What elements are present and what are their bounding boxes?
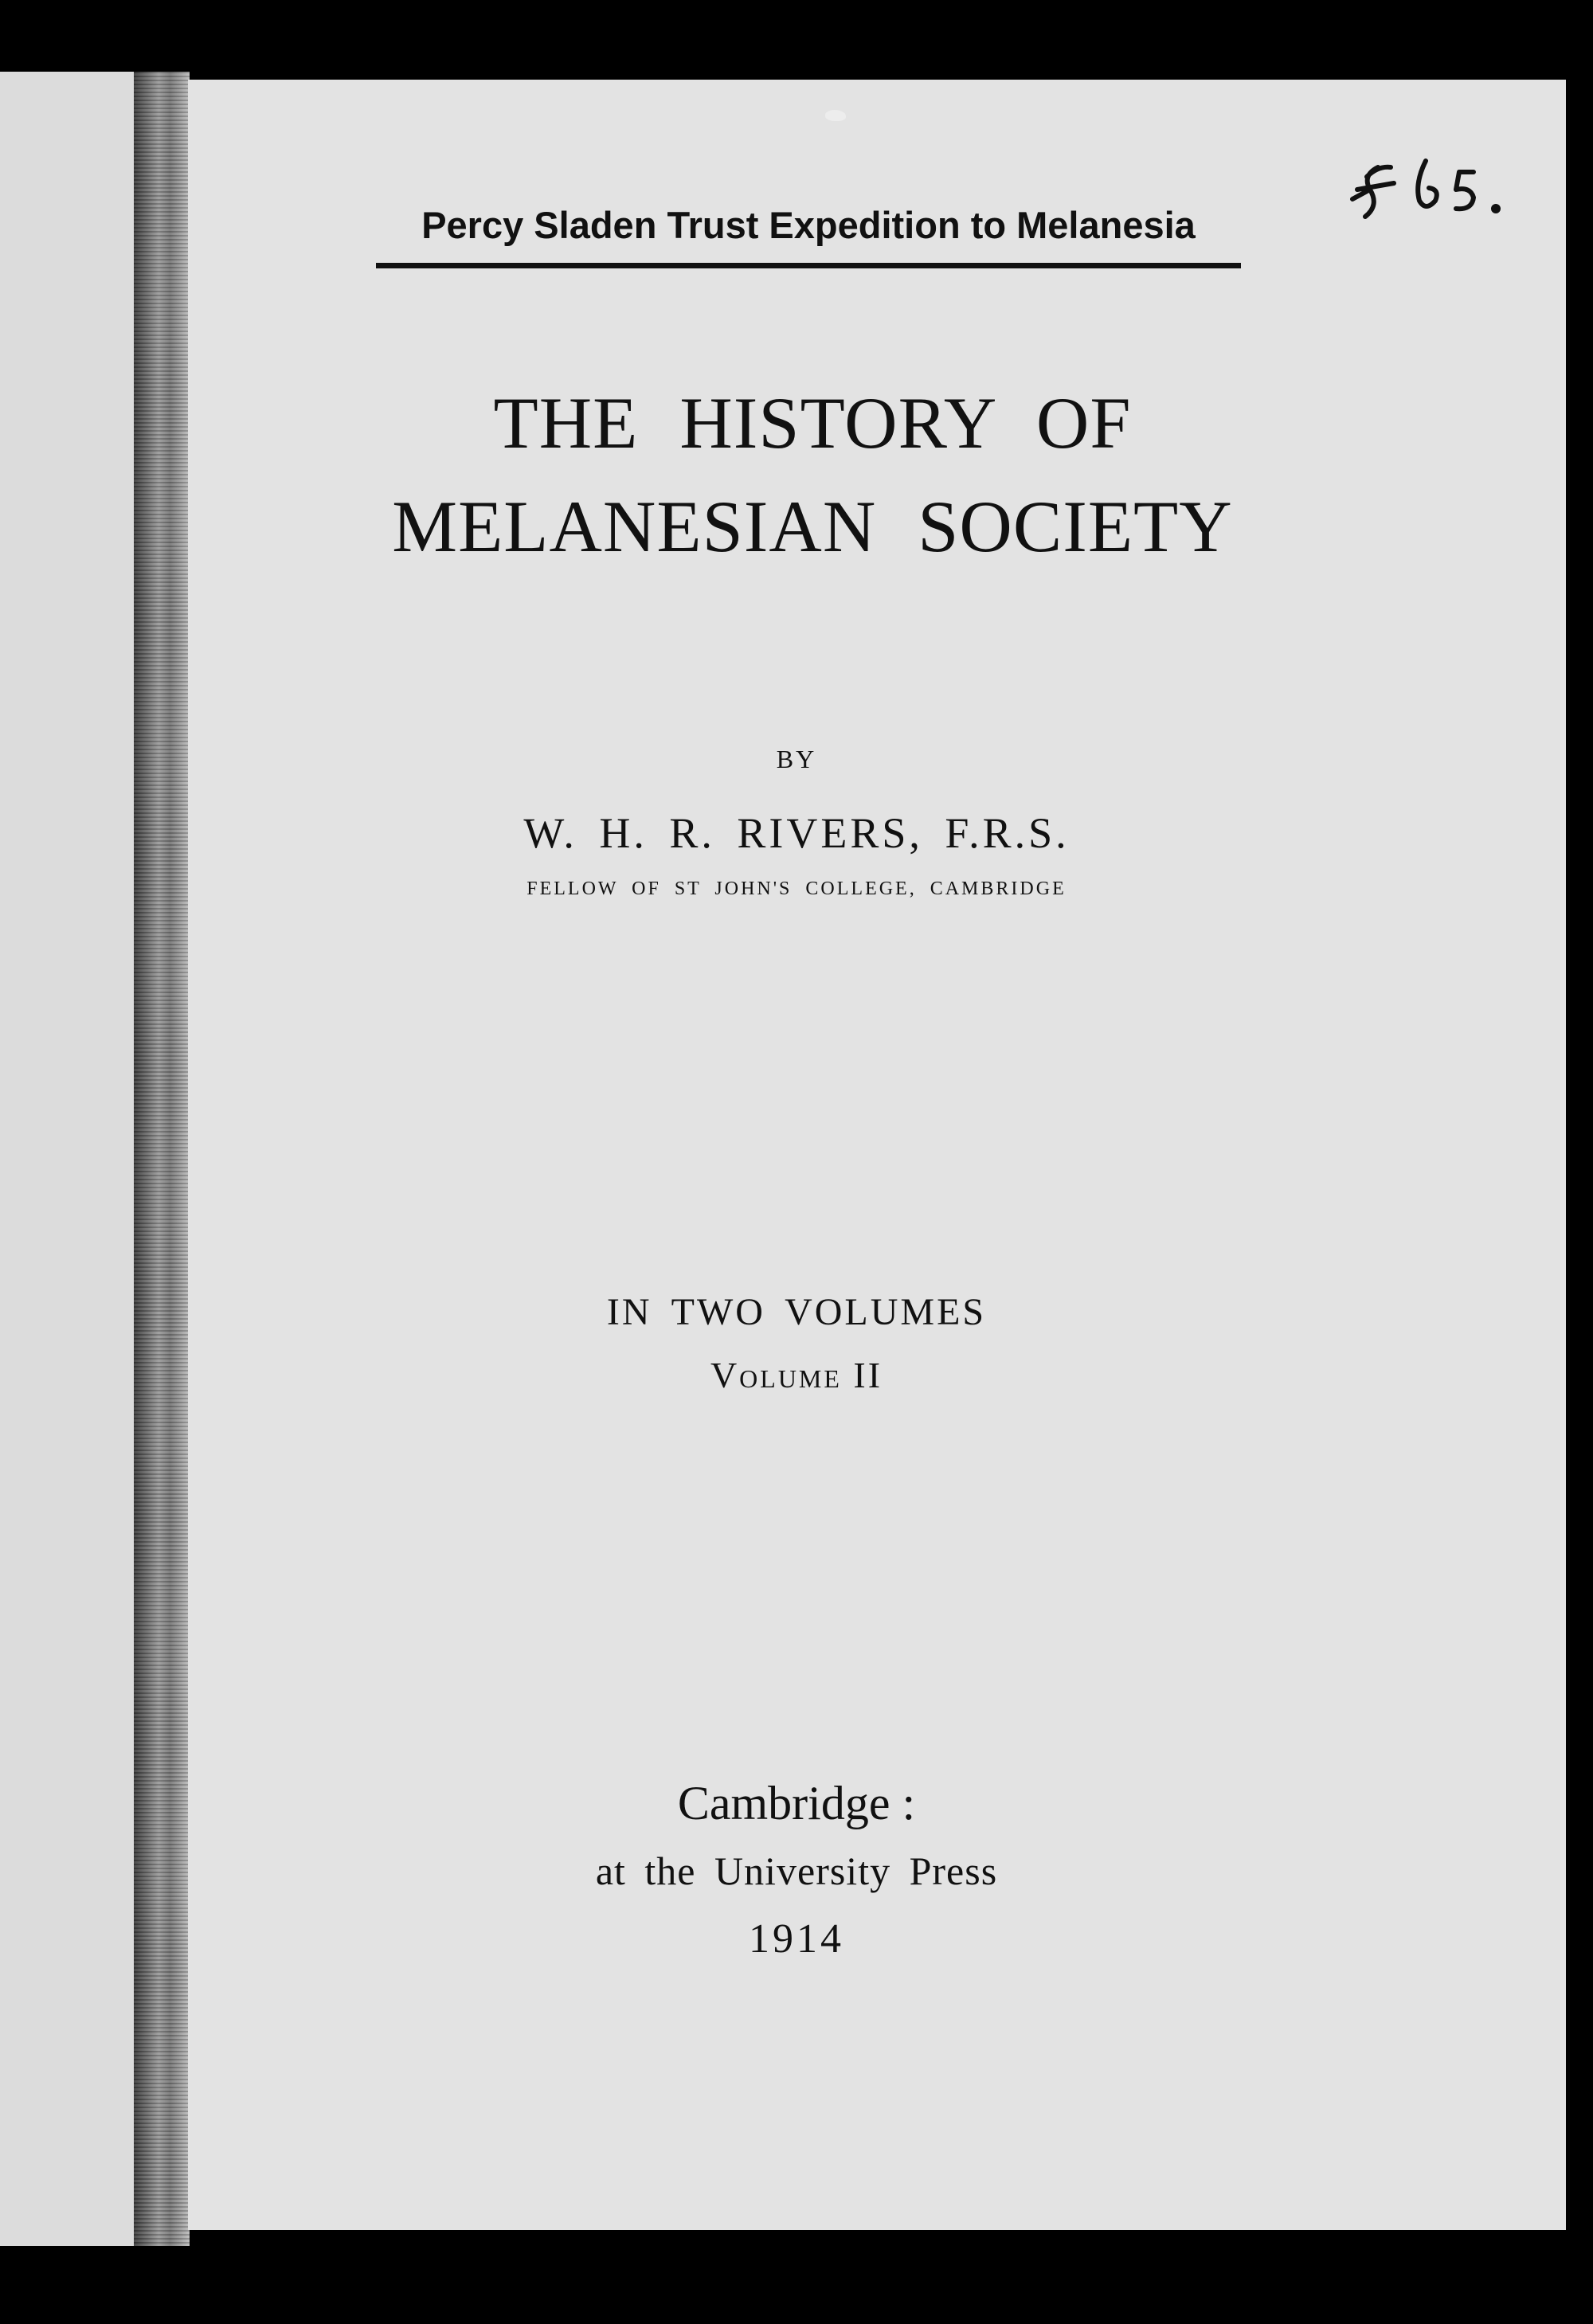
book-title-line-1: THE HISTORY OF bbox=[493, 382, 1132, 464]
volumes-statement: IN TWO VOLUMES bbox=[606, 1291, 987, 1333]
imprint-year: 1914 bbox=[749, 1916, 844, 1962]
facing-page bbox=[0, 72, 134, 2246]
book-title-line-2: MELANESIAN SOCIETY bbox=[392, 486, 1233, 567]
dust-speck bbox=[825, 110, 846, 121]
author-affiliation: FELLOW OF ST JOHN'S COLLEGE, CAMBRIDGE bbox=[526, 878, 1067, 899]
volume-number: Volume II bbox=[710, 1355, 883, 1395]
series-title: Percy Sladen Trust Expedition to Melanesia bbox=[421, 204, 1196, 246]
series-underline bbox=[376, 263, 1241, 268]
by-label: BY bbox=[776, 745, 817, 773]
imprint-publisher: at the University Press bbox=[595, 1849, 998, 1893]
handwritten-price-drawing bbox=[1346, 143, 1553, 231]
imprint-city: Cambridge : bbox=[677, 1777, 916, 1829]
author-name: W. H. R. RIVERS, F.R.S. bbox=[523, 809, 1070, 857]
book-gutter bbox=[134, 72, 190, 2246]
handwritten-price-note bbox=[1346, 143, 1553, 231]
